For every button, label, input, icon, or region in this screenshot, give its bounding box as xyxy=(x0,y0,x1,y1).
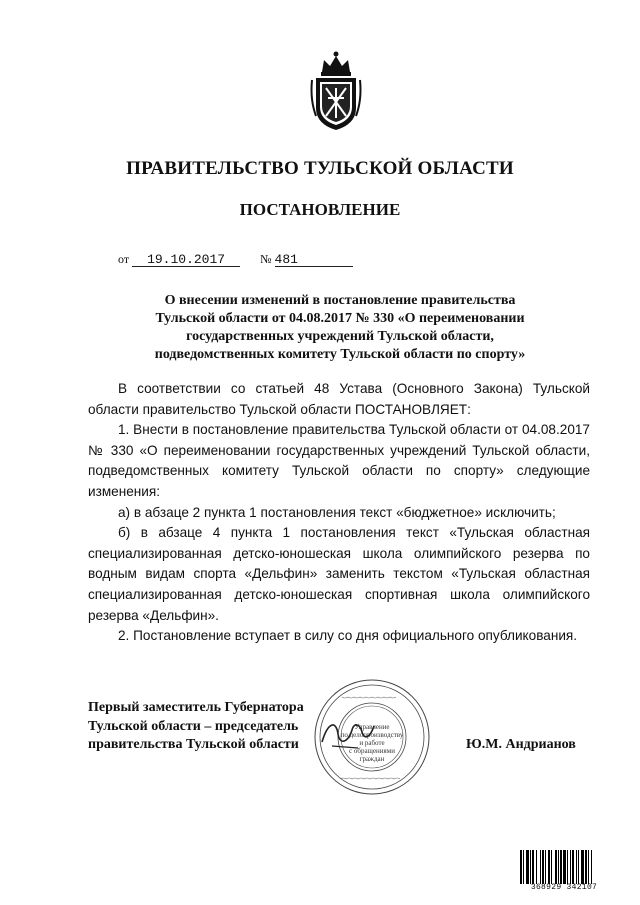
barcode-bar xyxy=(560,850,562,884)
from-label: от xyxy=(118,252,130,266)
subject-line: государственных учреждений Тульской области, xyxy=(186,329,494,344)
position-line: Тульской области – председатель xyxy=(88,718,299,734)
subject-line: О внесении изменений в постановление правительства xyxy=(164,293,516,308)
signatory-position xyxy=(88,699,304,755)
coat-of-arms-emblem xyxy=(308,50,364,132)
stamp-line: и работе xyxy=(359,739,385,747)
barcode-bar xyxy=(530,850,531,884)
government-title: ПРАВИТЕЛЬСТВО ТУЛЬСКОЙ ОБЛАСТИ xyxy=(126,158,514,179)
barcode-bar xyxy=(588,850,589,884)
barcode-bar xyxy=(532,850,534,884)
stamp-line: с обращениями xyxy=(349,747,395,755)
body-paragraph: 1. Внести в постановление правительства Тульской области от 04.08.2017 № 330 «О переименовании государственных учреждений Тульской области, подведомственных комитету Тульской области по спорту» следующие изменения: xyxy=(88,422,590,499)
barcode-bar xyxy=(567,850,568,884)
barcode-bar xyxy=(576,850,577,884)
number-label: № xyxy=(260,252,272,266)
barcode-bar xyxy=(542,850,544,884)
document-body xyxy=(88,379,590,647)
subject-line: подведомственных комитету Тульской области по спорту» xyxy=(154,347,526,362)
body-paragraph: 2. Постановление вступает в силу со дня официального опубликования. xyxy=(118,628,578,644)
barcode-bar xyxy=(563,850,566,884)
barcode-bar xyxy=(536,850,537,884)
body-paragraph: а) в абзаце 2 пункта 1 постановления текст «бюджетное» исключить; xyxy=(118,504,556,520)
barcode-bar xyxy=(523,850,524,884)
barcode-bar xyxy=(572,850,574,884)
position-line: Первый заместитель Губернатора xyxy=(88,700,304,715)
barcode-bar xyxy=(581,850,584,884)
barcode-bar xyxy=(540,850,541,884)
document-date: 19.10.2017 xyxy=(132,253,240,267)
stamp-line: Управление xyxy=(354,723,390,731)
barcode-bar xyxy=(558,850,559,884)
barcode-bar xyxy=(555,850,557,884)
dateline xyxy=(118,252,353,267)
barcode-number: 368929 342107 xyxy=(530,883,598,892)
document-type: ПОСТАНОВЛЕНИЕ xyxy=(239,200,401,219)
handwritten-signature xyxy=(318,712,378,752)
barcode-bar xyxy=(545,850,546,884)
barcode-bar xyxy=(585,850,587,884)
signatory-name: Ю.М. Андрианов xyxy=(466,737,576,752)
subject-line: Тульской области от 04.08.2017 № 330 «О переименовании xyxy=(155,311,525,326)
barcode xyxy=(520,850,608,884)
barcode-bar xyxy=(551,850,552,884)
body-paragraph: В соответствии со статьей 48 Устава (Основного Закона) Тульской области правительство Тульской области ПОСТАНОВЛЯЕТ: xyxy=(88,381,590,417)
barcode-bar xyxy=(548,850,550,884)
stamp-line: граждан xyxy=(359,755,385,763)
stamp-line: по делопроизводству xyxy=(340,731,404,739)
barcode-bar xyxy=(578,850,579,884)
barcode-bar xyxy=(570,850,571,884)
position-line: правительства Тульской области xyxy=(88,737,299,752)
document-subject xyxy=(100,292,580,364)
barcode-bar xyxy=(526,850,529,884)
document-number: 481 xyxy=(275,253,353,267)
barcode-bar xyxy=(520,850,522,884)
body-paragraph: б) в абзаце 4 пункта 1 постановления текст «Тульская областная специализированная детско-юношеская школа олимпийского резерва по водным видам спорта «Дельфин» заменить текстом «Тульская областная специализированная детско-юношеская спортивная школа олимпийского резерва «Дельфин». xyxy=(88,525,590,623)
barcode-bar xyxy=(591,850,592,884)
